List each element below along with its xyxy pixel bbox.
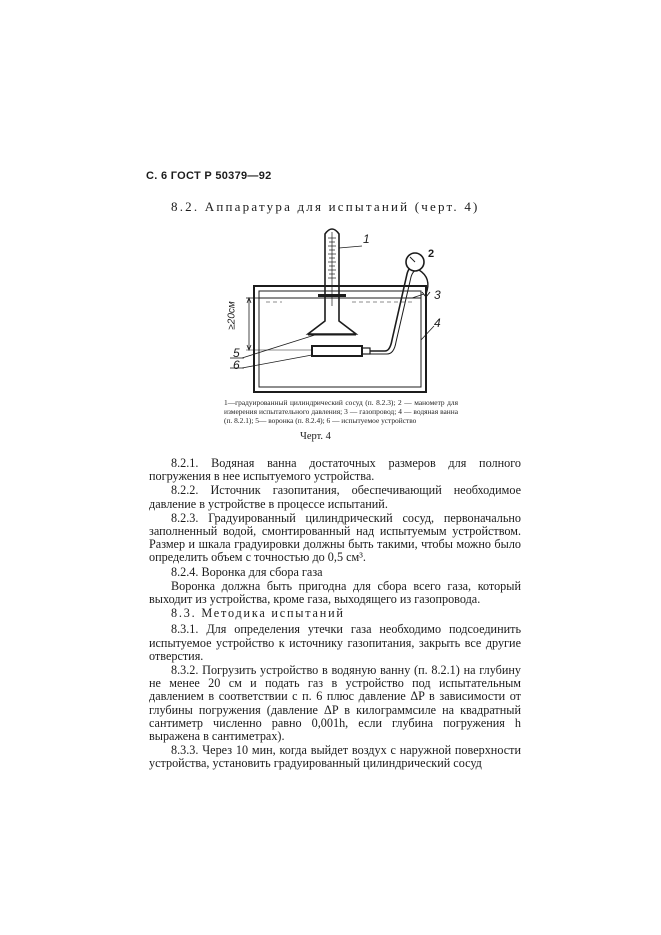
- paragraph-8-3-2: 8.3.2. Погрузить устройство в водяную ванну (п. 8.2.1) на глубину не менее 20 см и подать газ в устройство под испытательным давлением в соответствии с п. 6 плюс давление ΔP в зависимости от глубины погружения (давление ΔP в килограммсиле на квадратный сантиметр численно равно 0,001h, если глубина погружения h выражена в сантиметрах).: [149, 663, 521, 744]
- paragraph-8-2-2: 8.2.2. Источник газопитания, обеспечивающий необходимое давление в устройстве в процессе испытаний.: [149, 483, 521, 511]
- label-1: 1: [363, 232, 370, 246]
- paragraph-8-2-4: 8.2.4. Воронка для сбора газа: [171, 564, 323, 579]
- label-6: 6: [233, 358, 240, 372]
- gas-funnel: [308, 308, 356, 334]
- apparatus-diagram: [222, 222, 462, 402]
- figure-legend: 1—градуированный цилиндрический сосуд (п. 8.2.3); 2 — манометр для измерения испытательного давления; 3 — газопровод; 4 — водяная ванна (п. 8.2.1); 5— воронка (п. 8.2.4); 6 — испытуемое устройство: [224, 398, 458, 425]
- label-2: 2: [428, 248, 435, 260]
- paragraph-8-2-1: 8.2.1. Водяная ванна достаточных размеров для полного погружения в нее испытуемого устройства.: [149, 456, 521, 484]
- paragraph-funnel: Воронка должна быть пригодна для сбора всего газа, который выходит из устройства, кроме газа, выходящего из газопровода.: [149, 578, 521, 607]
- depth-dimension-label: ≥20см: [226, 301, 238, 330]
- label-5: 5: [233, 346, 240, 360]
- page-header: С. 6 ГОСТ Р 50379—92: [146, 170, 272, 182]
- figure-4-apparatus: [222, 222, 462, 402]
- label-4: 4: [434, 316, 441, 330]
- label-3: 3: [434, 288, 441, 302]
- section-title-8-2: 8.2. Аппаратура для испытаний (черт. 4): [171, 199, 480, 214]
- tested-device: [312, 346, 362, 356]
- figure-caption: Черт. 4: [300, 431, 331, 442]
- paragraph-8-3-1: 8.3.1. Для определения утечки газа необходимо подсоединить испытуемое устройство к источнику газопитания, закрыть все другие отверстия.: [149, 622, 521, 663]
- paragraph-8-2-3: 8.2.3. Градуированный цилиндрический сосуд, первоначально заполненный водой, смонтированный над испытуемым устройством. Размер и шкала градуировки должны быть такими, чтобы можно было определить объем с точностью до 0,5 см³.: [149, 510, 521, 565]
- body-text: [149, 457, 521, 772]
- gas-pipe: [370, 266, 415, 351]
- section-title-8-3: 8.3. Методика испытаний: [171, 606, 345, 621]
- paragraph-8-3-3: 8.3.3. Через 10 мин, когда выйдет воздух с наружной поверхности устройства, установить градуированный цилиндрический сосуд: [149, 743, 521, 771]
